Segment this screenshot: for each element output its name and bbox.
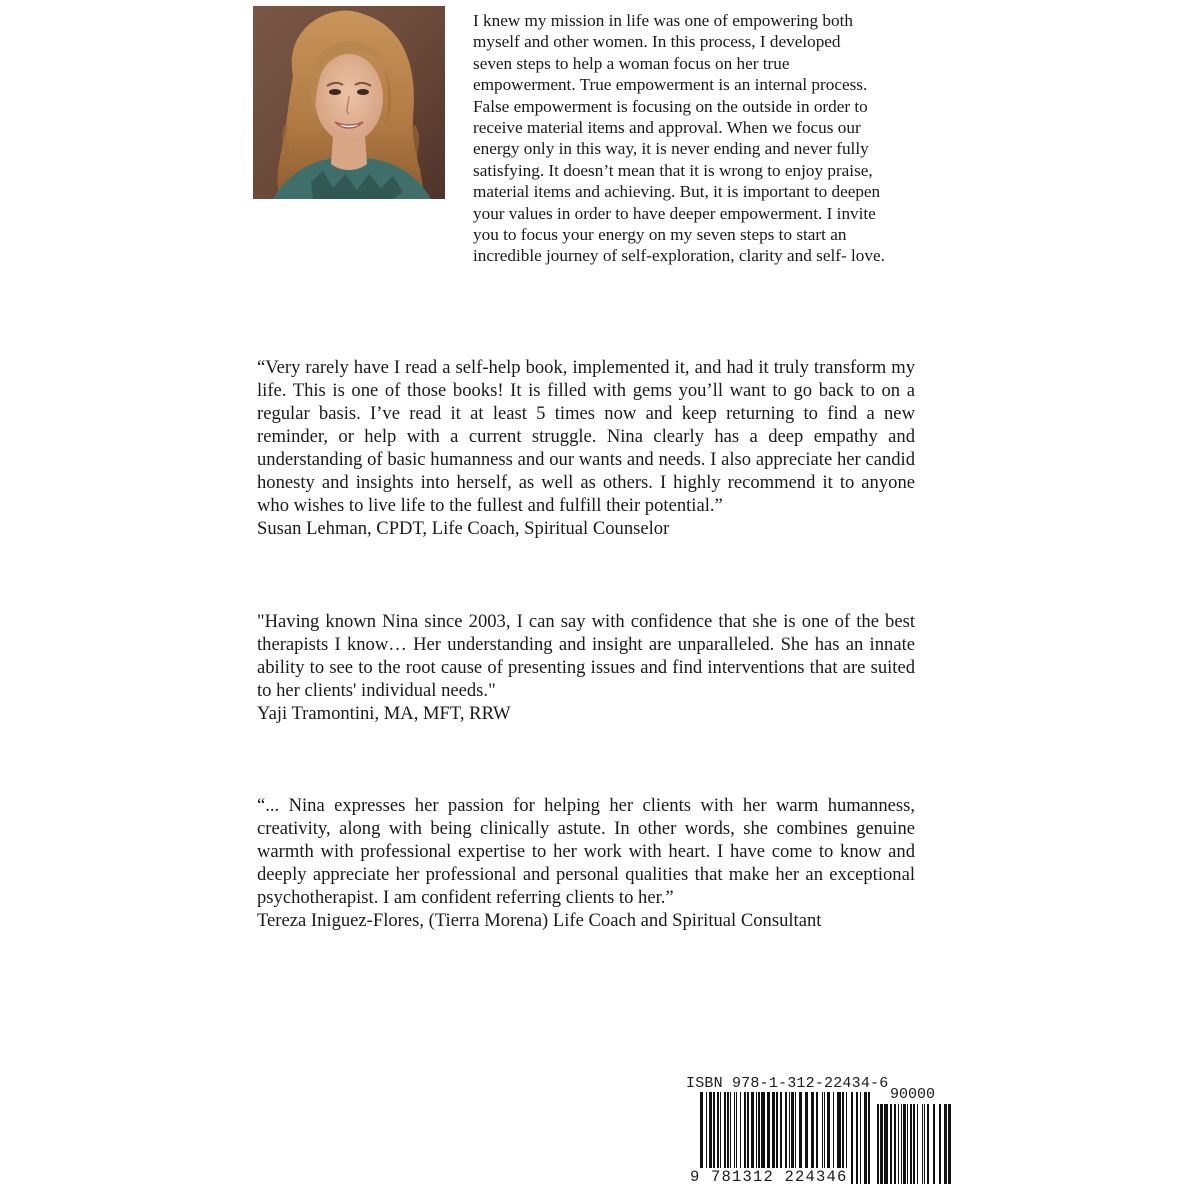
bio-line: your values in order to have deeper empowerment. I invite: [473, 203, 876, 223]
bio-line: empowerment. True empowerment is an internal process.: [473, 75, 868, 95]
testimonial-quote: “Very rarely have I read a self-help book, implemented it, and had it truly transform my life. This is one of those books! It is filled with gems you’ll want to go back to on a regular basis. I’ve read it at least 5 times now and keep returning to find a new reminder, or help with a current struggle. Nina clearly has a deep empathy and understanding of basic humanness and our wants and needs. I also appreciate her candid honesty and insights into herself, as well as others. I highly recommend it to anyone who wishes to live life to the fullest and fulfill their potential.”: [257, 357, 915, 516]
testimonial: [257, 794, 915, 932]
isbn-label: ISBN 978-1-312-22434-6: [686, 1075, 889, 1092]
testimonial: [257, 356, 915, 540]
bio-line: False empowerment is focusing on the outside in order to: [473, 96, 868, 116]
bio-line: receive material items and approval. When we focus our: [473, 118, 861, 138]
price-code: 90000: [890, 1086, 936, 1103]
bio-line: material items and achieving. But, it is important to deepen: [473, 182, 881, 202]
author-photo: [253, 6, 445, 199]
author-bio: [473, 10, 918, 267]
testimonial: [257, 610, 915, 725]
testimonial-attribution: Tereza Iniguez-Flores, (Tierra Morena) Life Coach and Spiritual Consultant: [257, 910, 822, 931]
testimonial-quote: "Having known Nina since 2003, I can say with confidence that she is one of the best therapists I know… Her understanding and insight are unparalleled. She has an innate ability to see to the root cause of presenting issues and find interventions that are suited to her clients' individual needs.": [257, 611, 915, 701]
testimonial-attribution: Yaji Tramontini, MA, MFT, RRW: [257, 703, 511, 724]
testimonial-attribution: Susan Lehman, CPDT, Life Coach, Spiritual Counselor: [257, 518, 670, 539]
bio-line: energy only in this way, it is never ending and never fully: [473, 139, 869, 159]
bio-line: satisfying. It doesn’t mean that it is wrong to enjoy praise,: [473, 160, 873, 180]
bio-line: myself and other women. In this process, I developed: [473, 32, 841, 52]
bio-line: seven steps to help a woman focus on her true: [473, 53, 790, 73]
bio-line: you to focus your energy on my seven steps to start an: [473, 225, 847, 245]
addon-barcode: [877, 1104, 953, 1184]
barcode-digits: 9 781312 224346: [690, 1168, 848, 1186]
bio-line: I knew my mission in life was one of empowering both: [473, 11, 853, 30]
bio-line: incredible journey of self-exploration, clarity and self- love.: [473, 246, 885, 266]
testimonial-quote: “... Nina expresses her passion for helping her clients with her warm humanness, creativity, along with being clinically astute. In other words, she combines genuine warmth with professional expertise to her work with heart. I have come to know and deeply appreciate her professional and personal qualities that make her an exceptional psychotherapist. I am confident referring clients to her.”: [257, 795, 915, 908]
